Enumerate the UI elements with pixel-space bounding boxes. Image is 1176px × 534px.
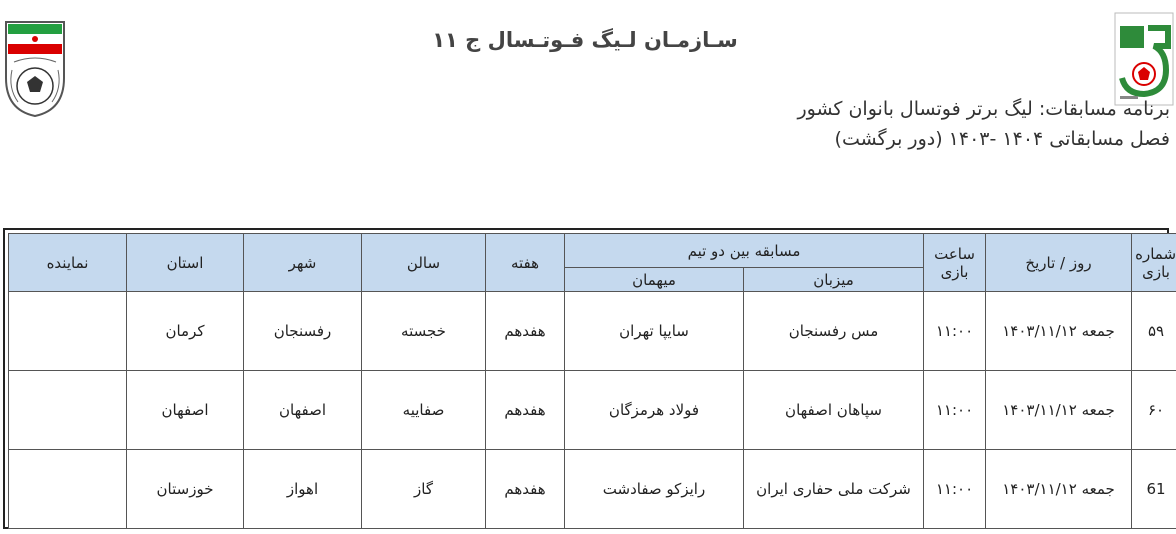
header-city: شهر xyxy=(244,234,362,292)
header-date: روز / تاریخ xyxy=(986,234,1132,292)
venue-cell: گاز xyxy=(362,450,486,529)
week-cell: هفدهم xyxy=(486,292,565,371)
venue-cell: صفاییه xyxy=(362,371,486,450)
week-cell: هفدهم xyxy=(486,371,565,450)
schedule-table-frame xyxy=(3,228,1176,529)
futsal-league-logo-icon xyxy=(1114,12,1174,106)
header-venue: سالن xyxy=(362,234,486,292)
province-cell: خوزستان xyxy=(127,450,244,529)
guest-cell: فولاد هرمزگان xyxy=(565,371,744,450)
time-cell: ۱۱:۰۰ xyxy=(924,450,986,529)
header-match-no: شماره بازی xyxy=(1132,234,1176,292)
venue-cell: خجسته xyxy=(362,292,486,371)
date-cell: جمعه ۱۴۰۳/۱۱/۱۲ xyxy=(986,292,1132,371)
header-match-group: مسابقه بین دو تیم xyxy=(565,234,924,268)
guest-cell: رایزکو صفادشت xyxy=(565,450,744,529)
table-row xyxy=(9,450,1176,529)
federation-emblem-icon xyxy=(2,18,68,118)
match-no-cell: ۵۹ xyxy=(1132,292,1176,371)
date-cell: جمعه ۱۴۰۳/۱۱/۱۲ xyxy=(986,450,1132,529)
city-cell: رفسنجان xyxy=(244,292,362,371)
header-host: میزبان xyxy=(744,268,924,292)
guest-cell: سایپا تهران xyxy=(565,292,744,371)
host-cell: شرکت ملی حفاری ایران xyxy=(744,450,924,529)
week-cell: هفدهم xyxy=(486,450,565,529)
time-cell: ۱۱:۰۰ xyxy=(924,371,986,450)
time-cell: ۱۱:۰۰ xyxy=(924,292,986,371)
season-line: فصل مسابقاتی ۱۴۰۴ -۱۴۰۳ (دور برگشت) xyxy=(834,128,1170,150)
program-line: برنامه مسابقات: لیگ برتر فوتسال بانوان کشور xyxy=(797,98,1170,120)
representative-cell xyxy=(9,450,127,529)
header-province: استان xyxy=(127,234,244,292)
city-cell: اهواز xyxy=(244,450,362,529)
header-guest: میهمان xyxy=(565,268,744,292)
match-no-cell: 61 xyxy=(1132,450,1176,529)
representative-cell xyxy=(9,292,127,371)
header-time: ساعت بازی xyxy=(924,234,986,292)
header-representative: نماینده xyxy=(9,234,127,292)
representative-cell xyxy=(9,371,127,450)
org-title: سـازمـان لـیگ فـوتـسال ج ۱۱ xyxy=(432,28,738,52)
province-cell: کرمان xyxy=(127,292,244,371)
city-cell: اصفهان xyxy=(244,371,362,450)
host-cell: سپاهان اصفهان xyxy=(744,371,924,450)
match-no-cell: ۶۰ xyxy=(1132,371,1176,450)
host-cell: مس رفسنجان xyxy=(744,292,924,371)
schedule-table xyxy=(8,233,1176,529)
table-row xyxy=(9,371,1176,450)
date-cell: جمعه ۱۴۰۳/۱۱/۱۲ xyxy=(986,371,1132,450)
table-row xyxy=(9,292,1176,371)
header-week: هفته xyxy=(486,234,565,292)
province-cell: اصفهان xyxy=(127,371,244,450)
